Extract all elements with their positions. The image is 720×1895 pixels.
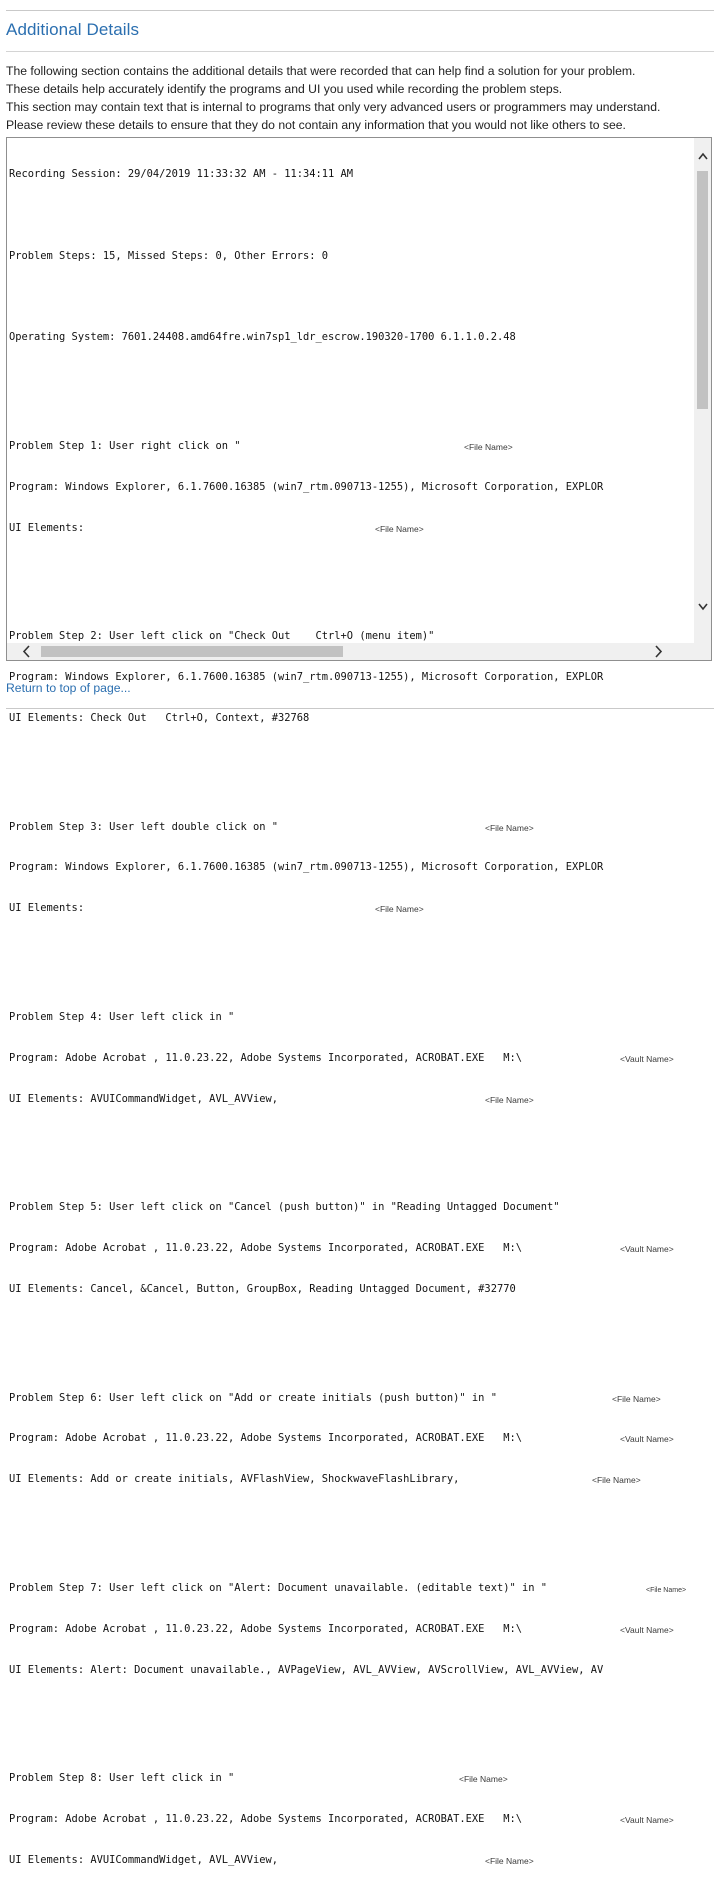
chevron-down-icon[interactable] [694, 595, 711, 619]
log-line-blank [9, 1704, 603, 1718]
file-name-placeholder: <File Name> [464, 442, 513, 453]
step-line: Problem Step 5: User left click on "Cancel (push button)" in "Reading Untagged Document" [9, 1201, 560, 1214]
log-line: Recording Session: 29/04/2019 11:33:32 AM - 11:34:11 AM [9, 168, 354, 181]
step-line: Program: Windows Explorer, 6.1.7600.16385 (win7_rtm.090713-1255), Microsoft Corporation, EXPLOR [9, 480, 604, 493]
step-line: Problem Step 2: User left click on "Check Out Ctrl+O (menu item)" [9, 630, 435, 643]
log-line-blank [9, 291, 603, 305]
log-line: Problem Steps: 15, Missed Steps: 0, Other Errors: 0 [9, 249, 329, 262]
step-line: UI Elements: <File Name> [9, 522, 603, 536]
log-text [9, 141, 687, 1895]
log-line-blank [9, 209, 603, 223]
chevron-right-icon[interactable] [648, 643, 668, 660]
file-name-placeholder: <File Name> [485, 822, 534, 833]
step-line: Problem Step 6: User left click on "Add or create initials (push button)" in " <File Name> [9, 1392, 603, 1406]
step-line: Program: Adobe Acrobat , 11.0.23.22, Adobe Systems Incorporated, ACROBAT.EXE M:\ <Vault Name> [9, 1242, 603, 1256]
vault-name-placeholder: <Vault Name> [620, 1053, 674, 1064]
vault-name-placeholder: <Vault Name> [620, 1815, 674, 1826]
step-line: Program: Adobe Acrobat , 11.0.23.22, Adobe Systems Incorporated, ACROBAT.EXE M:\ <Vault Name> [9, 1052, 603, 1066]
scrollbar-corner [694, 643, 711, 660]
chevron-left-icon[interactable] [17, 643, 37, 660]
chevron-up-icon[interactable] [694, 144, 711, 168]
top-divider [6, 10, 714, 11]
log-line-blank [9, 1324, 603, 1338]
step-line: UI Elements: AVUICommandWidget, AVL_AVView, <File Name> [9, 1854, 603, 1868]
log-line-blank [9, 943, 603, 957]
file-name-placeholder: <File Name> [646, 1586, 687, 1594]
log-line-blank [9, 372, 603, 386]
bottom-divider [6, 708, 714, 709]
file-name-placeholder: <File Name> [612, 1393, 661, 1404]
step-line: Program: Windows Explorer, 6.1.7600.16385 (win7_rtm.090713-1255), Microsoft Corporation, EXPLOR [9, 671, 604, 684]
vault-name-placeholder: <Vault Name> [620, 1434, 674, 1445]
step-line: UI Elements: AVUICommandWidget, AVL_AVView, <File Name> [9, 1093, 603, 1107]
step-line: Problem Step 4: User left click in " [9, 1011, 235, 1023]
log-line-blank [9, 1514, 603, 1528]
vault-name-placeholder: <Vault Name> [620, 1624, 674, 1635]
log-line: Operating System: 7601.24408.amd64fre.win7sp1_ldr_escrow.190320-1700 6.1.1.0.2.48 [9, 331, 516, 344]
intro-line: The following section contains the additional details that were recorded that can help find a solution for your problem. [6, 64, 636, 78]
horizontal-scroll-thumb[interactable] [41, 646, 343, 657]
intro-line: This section may contain text that is internal to programs that only very advanced users or programmers may understand. [6, 100, 661, 114]
file-name-placeholder: <File Name> [485, 1855, 534, 1866]
step-line: Program: Windows Explorer, 6.1.7600.16385 (win7_rtm.090713-1255), Microsoft Corporation, EXPLOR [9, 861, 604, 874]
file-name-placeholder: <File Name> [375, 523, 424, 534]
step-line: Problem Step 1: User right click on " <File Name> [9, 440, 603, 454]
section-title: Additional Details [6, 20, 140, 39]
intro-line: Please review these details to ensure that they do not contain any information that you would not like others to see. [6, 118, 626, 132]
intro-text [6, 62, 714, 134]
vault-name-placeholder: <Vault Name> [620, 1244, 674, 1255]
file-name-placeholder: <File Name> [459, 1774, 508, 1785]
log-line-blank [9, 562, 603, 576]
intro-line: These details help accurately identify the programs and UI you used while recording the problem steps. [6, 82, 563, 96]
step-line: UI Elements: Add or create initials, AVFlashView, ShockwaveFlashLibrary, <File Name> [9, 1473, 603, 1487]
file-name-placeholder: <File Name> [592, 1475, 641, 1486]
vertical-scrollbar[interactable] [694, 138, 711, 643]
step-line: Problem Step 3: User left double click on " <File Name> [9, 821, 603, 835]
vertical-scroll-thumb[interactable] [697, 171, 708, 409]
log-line-blank [9, 753, 603, 767]
step-line: Program: Adobe Acrobat , 11.0.23.22, Adobe Systems Incorporated, ACROBAT.EXE M:\ <Vault Name> [9, 1813, 603, 1827]
step-line: Program: Adobe Acrobat , 11.0.23.22, Adobe Systems Incorporated, ACROBAT.EXE M:\ <Vault Name> [9, 1623, 603, 1637]
return-to-top-link[interactable]: Return to top of page... [6, 681, 131, 695]
step-line: UI Elements: Cancel, &Cancel, Button, GroupBox, Reading Untagged Document, #32770 [9, 1282, 516, 1295]
step-line: UI Elements: Check Out Ctrl+O, Context, #32768 [9, 711, 310, 724]
title-divider [6, 51, 714, 52]
file-name-placeholder: <File Name> [485, 1094, 534, 1105]
step-line: Program: Adobe Acrobat , 11.0.23.22, Adobe Systems Incorporated, ACROBAT.EXE M:\ <Vault Name> [9, 1432, 603, 1446]
step-line: UI Elements: <File Name> [9, 902, 603, 916]
horizontal-scrollbar[interactable] [7, 643, 696, 660]
file-name-placeholder: <File Name> [375, 904, 424, 915]
log-line-blank [9, 1133, 603, 1147]
step-line: UI Elements: Alert: Document unavailable., AVPageView, AVL_AVView, AVScrollView, AVL_AVView, AV [9, 1663, 604, 1676]
step-line: Problem Step 7: User left click on "Alert: Document unavailable. (editable text)" in " <File Name> [9, 1582, 603, 1596]
step-line: Problem Step 8: User left click in " <File Name> [9, 1772, 603, 1786]
